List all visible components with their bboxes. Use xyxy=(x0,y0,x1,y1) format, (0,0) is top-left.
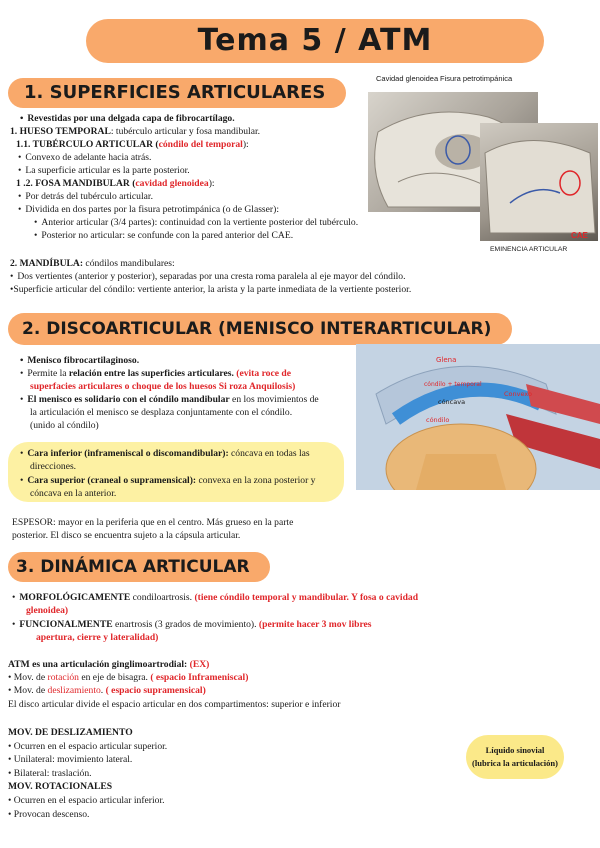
s2-face2: direcciones. xyxy=(30,461,77,472)
disc-label-concava: cóncava xyxy=(438,398,466,406)
s1-line7: • Por detrás del tubérculo articular. xyxy=(18,190,153,203)
s3-rot-heading: MOV. ROTACIONALES xyxy=(8,781,113,792)
disc-label-condilo-temporal: cóndilo + temporal xyxy=(424,381,482,388)
img-label-cavidad: Cavidad glenoidea xyxy=(376,74,439,83)
s1-line12: • Dos vertientes (anterior y posterior), separadas por una cresta roma paralela al eje mayor del cóndilo. xyxy=(10,270,405,283)
s2-face4: cóncava en la anterior. xyxy=(30,488,117,499)
s2-line4: • El menisco es solidario con el cóndilo mandibular en los movimientos de xyxy=(20,393,319,406)
s1-line5: • La superficie articular es la parte posterior. xyxy=(18,164,190,177)
page-title: Tema 5 / ATM xyxy=(197,23,433,58)
disc-image xyxy=(356,344,600,490)
disc-label-glena: Glena xyxy=(436,356,457,364)
s1-line11: 2. MANDÍBULA: cóndilos mandibulares: xyxy=(10,258,175,269)
s2-face1: • Cara inferior (inframeniscal o discomandibular): cóncava en todas las xyxy=(20,447,310,460)
s3-desl3: • Bilateral: traslación. xyxy=(8,768,92,779)
s1-line3: 1.1. TUBÉRCULO ARTICULAR (cóndilo del temporal): xyxy=(16,139,249,150)
disc-drawing xyxy=(356,344,600,490)
s1-line1: • Revestidas por una delgada capa de fibrocartílago. xyxy=(20,112,235,125)
s1-line8: • Dividida en dos partes por la fisura petrotimpánica (o de Glasser): xyxy=(18,203,279,216)
img-label-eminencia: EMINENCIA ARTICULAR xyxy=(490,246,568,253)
s3-func1: • FUNCIONALMENTE enartrosis (3 grados de movimiento). (permite hacer 3 mov libres xyxy=(12,618,372,631)
s3-desl1: • Ocurren en el espacio articular superior. xyxy=(8,741,168,752)
s2-line3: superfacies articulares o choque de los huesos Si roza Anquilosis) xyxy=(30,381,296,392)
skull-drawing-2 xyxy=(480,123,598,241)
s3-morf2: glenoidea) xyxy=(26,605,69,616)
s3-func2: apertura, cierre y lateralidad) xyxy=(36,632,159,643)
s2-line5: la articulación el menisco se desplaza conjuntamente con el cóndilo. xyxy=(30,407,293,418)
s2-espesor1: ESPESOR: mayor en la periferia que en el centro. Más grueso en la parte xyxy=(12,517,294,528)
img-label-fisura: Fisura petrotimpánica xyxy=(440,74,513,83)
s1-line4: • Convexo de adelante hacia atrás. xyxy=(18,151,151,164)
s3-desl2: • Unilateral: movimiento lateral. xyxy=(8,754,133,765)
img-label-cae: CAE xyxy=(571,231,588,240)
s1-line6: 1 .2. FOSA MANDIBULAR (cavidad glenoidea): xyxy=(16,178,215,189)
s2-line1: • Menisco fibrocartilaginoso. xyxy=(20,354,139,367)
s3-morf1: • MORFOLÓGICAMENTE condiloartrosis. (tiene cóndilo temporal y mandibular. Y fosa o cavidad xyxy=(12,591,418,604)
section1-heading: 1. SUPERFICIES ARTICULARES xyxy=(24,82,326,103)
sinovial-note-line1: Líquido sinovial xyxy=(485,745,545,755)
s1-line2: 1. HUESO TEMPORAL: tubérculo articular y fosa mandibular. xyxy=(10,126,261,137)
sinovial-note-line2: (lubrica la articulación) xyxy=(472,758,558,768)
s2-line6: (unido al cóndilo) xyxy=(30,420,99,431)
s2-face3: • Cara superior (craneal o supramensical): convexa en la zona posterior y xyxy=(20,474,315,487)
s1-line10: • Posterior no articular: se confunde con la pared anterior del CAE. xyxy=(34,229,293,242)
s3-atm4: El disco articular divide el espacio articular en dos compartimentos: superior e inferior xyxy=(8,699,341,710)
s3-atm3: • Mov. de deslizamiento. ( espacio supramensical) xyxy=(8,685,206,696)
skull-image-2 xyxy=(480,123,598,241)
s1-line13: •Superficie articular del cóndilo: vertiente anterior, la arista y la parte inmediata de la vertiente posterior. xyxy=(10,284,412,295)
section2-heading: 2. DISCOARTICULAR (MENISCO INTERARTICULAR) xyxy=(22,319,492,339)
disc-label-convexo: Convexo xyxy=(504,390,532,398)
s2-line2: • Permite la relación entre las superficies articulares. (evita roce de xyxy=(20,367,291,380)
s3-rot2: • Provocan descenso. xyxy=(8,809,90,820)
s3-atm2: • Mov. de rotación en eje de bisagra. ( espacio Inframeniscal) xyxy=(8,672,249,683)
disc-label-condilo: cóndilo xyxy=(426,416,450,424)
s3-desl-heading: MOV. DE DESLIZAMIENTO xyxy=(8,727,133,738)
s2-espesor2: posterior. El disco se encuentra sujeto a la cápsula articular. xyxy=(12,530,241,541)
s3-rot1: • Ocurren en el espacio articular inferior. xyxy=(8,795,165,806)
s1-line9: • Anterior articular (3/4 partes): continuidad con la vertiente posterior del tubérculo. xyxy=(34,216,358,229)
s3-atm1: ATM es una articulación ginglimoartrodial: (EX) xyxy=(8,659,210,670)
section3-heading: 3. DINÁMICA ARTICULAR xyxy=(16,557,250,577)
